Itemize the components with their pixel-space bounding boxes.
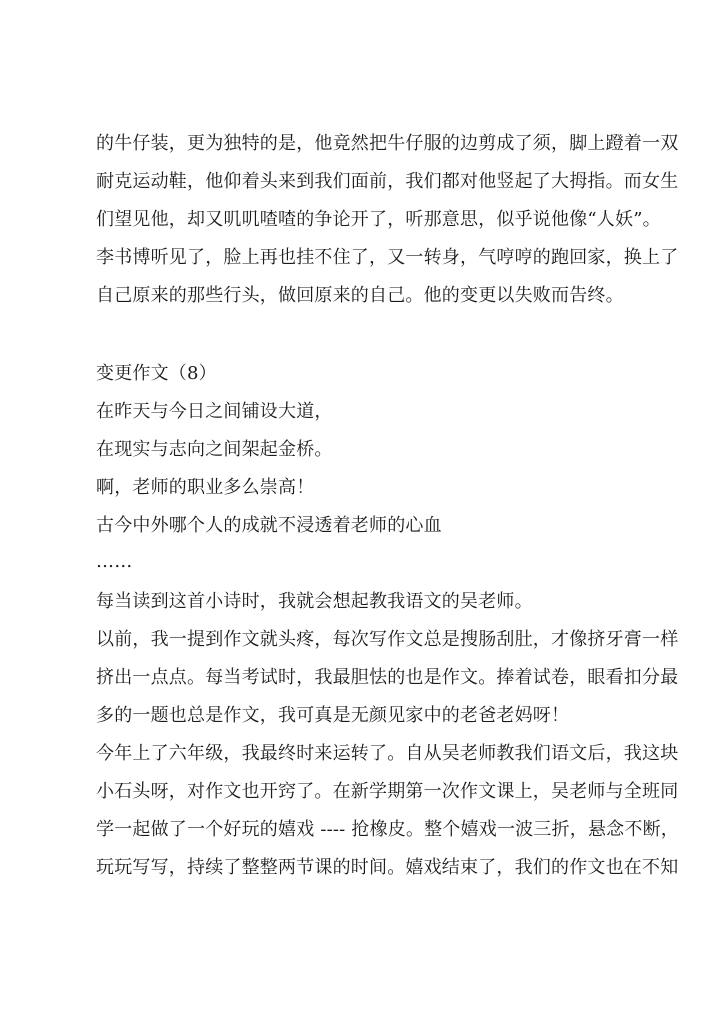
poem-line: 在现实与志向之间架起金桥。 [96, 439, 333, 460]
text-line: 自己原来的那些行头，做回原来的自己。他的变更以失败而告终。 [96, 285, 624, 306]
section-title: 变更作文（8） [96, 363, 217, 384]
text-line: 的牛仔装，更为独特的是，他竟然把牛仔服的边剪成了须，脚上蹬着一双 [96, 133, 679, 154]
text-line: 挤出一点点。每当考试时，我最胆怯的也是作文。捧着试卷，眼看扣分最 [96, 667, 679, 688]
text-line: 李书博听见了，脸上再也挂不住了，又一转身，气哼哼的跑回家，换上了 [96, 247, 679, 268]
poem-line: 啊，老师的职业多么崇高！ [96, 477, 315, 498]
ellipsis: …… [96, 551, 133, 572]
text-line: 耐克运动鞋，他仰着头来到我们面前，我们都对他竖起了大拇指。而女生 [96, 171, 679, 192]
text-line: 多的一题也总是作文，我可真是无颜见家中的老爸老妈呀！ [96, 705, 570, 726]
text-line: 玩玩写写，持续了整整两节课的时间。嬉戏结束了，我们的作文也在不知 [96, 857, 679, 878]
text-line: 小石头呀，对作文也开窍了。在新学期第一次作文课上，吴老师与全班同 [96, 781, 679, 802]
text-line: 今年上了六年级，我最终时来运转了。自从吴老师教我们语文后，我这块 [96, 743, 679, 764]
text-line: 每当读到这首小诗时，我就会想起教我语文的吴老师。 [96, 591, 533, 612]
text-line: 学一起做了一个好玩的嬉戏 ---- 抢橡皮。整个嬉戏一波三折，悬念不断， [96, 819, 679, 840]
poem-line: 古今中外哪个人的成就不浸透着老师的心血 [96, 515, 442, 536]
poem-line: 在昨天与今日之间铺设大道， [96, 401, 333, 422]
text-line: 以前，我一提到作文就头疼，每次写作文总是搜肠刮肚，才像挤牙膏一样 [96, 629, 679, 650]
text-line: 们望见他，却又叽叽喳喳的争论开了，听那意思，似乎说他像“人妖”。 [96, 209, 661, 230]
